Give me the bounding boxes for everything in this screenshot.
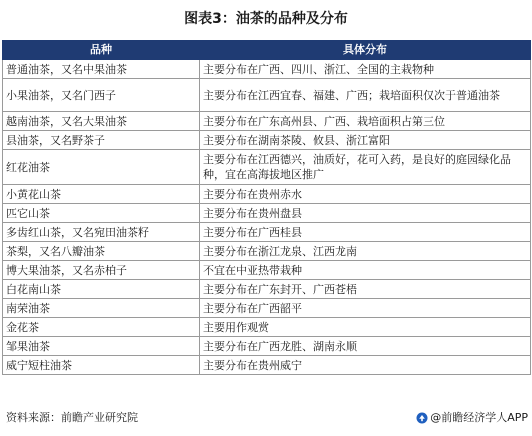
- table-row: [3, 150, 531, 185]
- table-row: [3, 299, 531, 318]
- variety-cell: 小黄花山茶: [3, 185, 200, 204]
- source-note: 资料来源：前瞻产业研究院: [6, 411, 138, 424]
- distribution-cell: 主要分布在广西韶平: [200, 299, 531, 318]
- table-row: [3, 112, 531, 131]
- variety-cell: 金花茶: [3, 318, 200, 337]
- brand-text: @前瞻经济学人APP: [430, 411, 528, 424]
- table-row: [3, 242, 531, 261]
- table-row: [3, 185, 531, 204]
- distribution-cell: 主要分布在广西龙胜、湖南永顺: [200, 337, 531, 356]
- qianzhan-logo-icon: [416, 412, 428, 424]
- table-row: [3, 79, 531, 112]
- distribution-cell: 主要分布在贵州威宁: [200, 356, 531, 375]
- distribution-cell: 主要分布在广东封开、广西苍梧: [200, 280, 531, 299]
- distribution-cell: 主要分布在江西德兴，油质好，花可入药，是良好的庭园绿化品种，宜在高海拔地区推广: [200, 150, 531, 185]
- variety-cell: 普通油茶，又名中果油茶: [3, 60, 200, 79]
- distribution-cell: 主要分布在广西、四川、浙江、全国的主栽物种: [200, 60, 531, 79]
- table-row: [3, 356, 531, 375]
- header-variety: 品种: [3, 41, 200, 60]
- table-row: [3, 223, 531, 242]
- distribution-cell: 主要分布在广东高州县、广西、栽培面积占第三位: [200, 112, 531, 131]
- header-distribution: 具体分布: [200, 41, 531, 60]
- variety-cell: 多齿红山茶，又名宛田油茶籽: [3, 223, 200, 242]
- variety-cell: 县油茶，又名野茶子: [3, 131, 200, 150]
- distribution-cell: 主要分布在贵州赤水: [200, 185, 531, 204]
- table-row: [3, 204, 531, 223]
- table-header-row: [3, 41, 531, 60]
- variety-cell: 越南油茶，又名大果油茶: [3, 112, 200, 131]
- variety-cell: 邹果油茶: [3, 337, 200, 356]
- distribution-cell: 不宜在中亚热带栽种: [200, 261, 531, 280]
- variety-cell: 小果油茶，又名门西子: [3, 79, 200, 112]
- variety-cell: 茶梨，又名八瓣油茶: [3, 242, 200, 261]
- variety-cell: 白花南山茶: [3, 280, 200, 299]
- distribution-cell: 主要分布在广西桂县: [200, 223, 531, 242]
- distribution-cell: 主要分布在浙江龙泉、江西龙南: [200, 242, 531, 261]
- distribution-cell: 主要用作观赏: [200, 318, 531, 337]
- chart-title: 图表3：油茶的品种及分布: [184, 11, 348, 27]
- table-row: [3, 318, 531, 337]
- distribution-cell: 主要分布在湖南茶陵、攸县、浙江富阳: [200, 131, 531, 150]
- table-row: [3, 261, 531, 280]
- distribution-cell: 主要分布在贵州盘县: [200, 204, 531, 223]
- variety-cell: 威宁短柱油茶: [3, 356, 200, 375]
- table-row: [3, 337, 531, 356]
- table-row: [3, 131, 531, 150]
- distribution-cell: 主要分布在江西宜春、福建、广西；栽培面积仅次于普通油茶: [200, 79, 531, 112]
- variety-cell: 红花油茶: [3, 150, 200, 185]
- table-row: [3, 280, 531, 299]
- species-table: [2, 40, 531, 375]
- variety-cell: 博大果油茶，又名赤柏子: [3, 261, 200, 280]
- variety-cell: 匹它山茶: [3, 204, 200, 223]
- variety-cell: 南荣油茶: [3, 299, 200, 318]
- table-row: [3, 60, 531, 79]
- brand-credit: [416, 411, 528, 425]
